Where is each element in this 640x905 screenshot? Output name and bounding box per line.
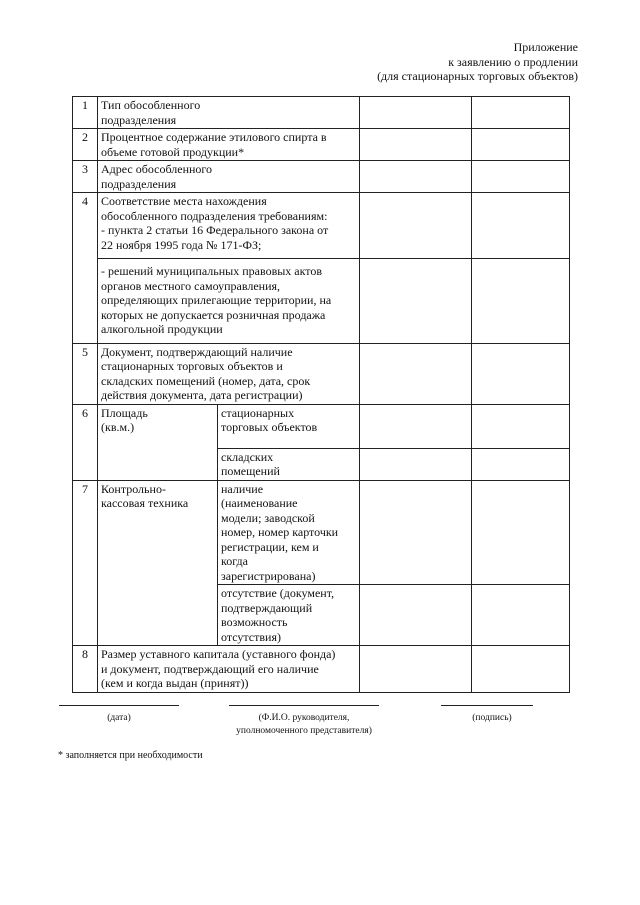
value-cell[interactable] [472, 448, 570, 480]
sub-label-line: отсутствия) [221, 629, 281, 644]
value-cell[interactable] [360, 585, 472, 646]
value-cell[interactable] [472, 193, 570, 259]
signature-line[interactable] [441, 705, 533, 706]
sub-label-line: (наименование [221, 496, 298, 510]
row-label [98, 97, 360, 129]
sub-label-line: модели; заводской [221, 510, 315, 525]
sub-label [218, 448, 360, 480]
value-cell[interactable] [472, 259, 570, 344]
row-label-line: складских помещений (номер, дата, срок [101, 373, 311, 388]
row-label-line: 22 ноября 1995 года № 171-ФЗ; [101, 237, 262, 252]
row-label-line: (кв.м.) [101, 420, 135, 434]
value-cell[interactable] [472, 480, 570, 585]
row-number: 8 [73, 646, 98, 693]
value-cell[interactable] [472, 161, 570, 193]
sub-label-line: когда [221, 554, 248, 568]
value-cell[interactable] [472, 343, 570, 404]
sub-label-line: отсутствие (документ, [221, 586, 335, 600]
row-label-line: алкогольной продукции [101, 322, 223, 336]
value-cell[interactable] [360, 343, 472, 404]
row-label-line: кассовая техника [101, 496, 189, 510]
row-label [98, 259, 360, 344]
row-label [98, 480, 218, 646]
header-line-2: к заявлению о продлении [448, 54, 578, 69]
row-label-line: обособленного подразделения требованиям: [101, 208, 328, 223]
table-row [73, 97, 570, 129]
attachment-header [377, 40, 578, 84]
row-number: 3 [73, 161, 98, 193]
value-cell[interactable] [360, 129, 472, 161]
row-label [98, 404, 218, 480]
row-label [98, 193, 360, 259]
row-label-line: (кем и когда выдан (принят)) [101, 676, 249, 690]
row-number: 4 [73, 193, 98, 344]
signature-label: (подпись) [472, 713, 512, 723]
sub-label-line: складских [221, 449, 274, 464]
sub-label-line: стационарных [221, 405, 295, 420]
name-label-line: (Ф.И.О. руководителя, [258, 713, 350, 723]
date-line[interactable] [59, 705, 179, 706]
header-line-3: (для стационарных торговых объектов) [377, 69, 578, 83]
table-row [73, 259, 570, 344]
row-label-line: стационарных торговых объектов и [101, 359, 283, 373]
value-cell[interactable] [472, 129, 570, 161]
row-label-line: Документ, подтверждающий наличие [101, 344, 293, 359]
header-line-1: Приложение [513, 40, 578, 54]
table-row [73, 193, 570, 259]
value-cell[interactable] [360, 161, 472, 193]
row-label-line: действия документа, дата регистрации) [101, 388, 303, 402]
row-label-line: подразделения [101, 176, 177, 191]
row-label-line: которых не допускается розничная продажа [101, 307, 326, 322]
row-label-line: объеме готовой продукции* [101, 144, 245, 159]
row-number: 2 [73, 129, 98, 161]
row-label-line: органов местного самоуправления, [101, 278, 281, 293]
value-cell[interactable] [360, 448, 472, 480]
row-label-line: Размер уставного капитала (уставного фонда) [101, 647, 336, 661]
value-cell[interactable] [472, 646, 570, 693]
row-label-line: Адрес обособленного [101, 162, 213, 176]
row-label-line: определяющих прилегающие территории, на [101, 293, 332, 307]
row-label-line: и документ, подтверждающий его наличие [101, 661, 319, 676]
value-cell[interactable] [360, 404, 472, 448]
value-cell[interactable] [360, 193, 472, 259]
sub-label-line: подтверждающий [221, 600, 313, 615]
sub-label-line: номер, номер карточки [221, 525, 339, 539]
table-row [73, 646, 570, 693]
table-row [73, 404, 570, 448]
sub-label-line: зарегистрирована) [221, 568, 316, 583]
row-label [98, 129, 360, 161]
name-line[interactable] [229, 705, 379, 706]
row-number: 7 [73, 480, 98, 646]
table-row [73, 161, 570, 193]
row-label [98, 646, 360, 693]
row-label-line: Тип обособленного [101, 98, 201, 112]
row-label [98, 343, 360, 404]
row-label-line: Контрольно- [101, 481, 166, 496]
row-label-line: Площадь [101, 405, 148, 420]
sub-label-line: помещений [221, 464, 280, 478]
sub-label [218, 585, 360, 646]
row-number: 5 [73, 343, 98, 404]
value-cell[interactable] [360, 646, 472, 693]
row-label-line: - решений муниципальных правовых актов [101, 264, 323, 278]
sub-label [218, 404, 360, 448]
form-table [72, 96, 570, 693]
date-label: (дата) [107, 713, 131, 723]
value-cell[interactable] [360, 97, 472, 129]
sub-label-line: регистрации, кем и [221, 539, 319, 554]
row-number: 1 [73, 97, 98, 129]
name-label [214, 712, 394, 738]
sub-label [218, 480, 360, 585]
value-cell[interactable] [472, 97, 570, 129]
value-cell[interactable] [472, 585, 570, 646]
sub-label-line: возможность [221, 615, 288, 629]
name-label-line: уполномоченного представителя) [236, 726, 372, 736]
value-cell[interactable] [360, 480, 472, 585]
value-cell[interactable] [472, 404, 570, 448]
value-cell[interactable] [360, 259, 472, 344]
table-row [73, 480, 570, 585]
table-row [73, 343, 570, 404]
table-row [73, 129, 570, 161]
row-label [98, 161, 360, 193]
sub-label-line: торговых объектов [221, 420, 318, 434]
sub-label-line: наличие [221, 481, 264, 496]
row-label-line: Соответствие места нахождения [101, 194, 267, 208]
row-number: 6 [73, 404, 98, 480]
row-label-line: - пункта 2 статьи 16 Федерального закона от [101, 223, 329, 237]
row-label-line: Процентное содержание этилового спирта в [101, 130, 327, 144]
footnote: * заполняется при необходимости [58, 750, 203, 761]
row-label-line: подразделения [101, 112, 177, 127]
